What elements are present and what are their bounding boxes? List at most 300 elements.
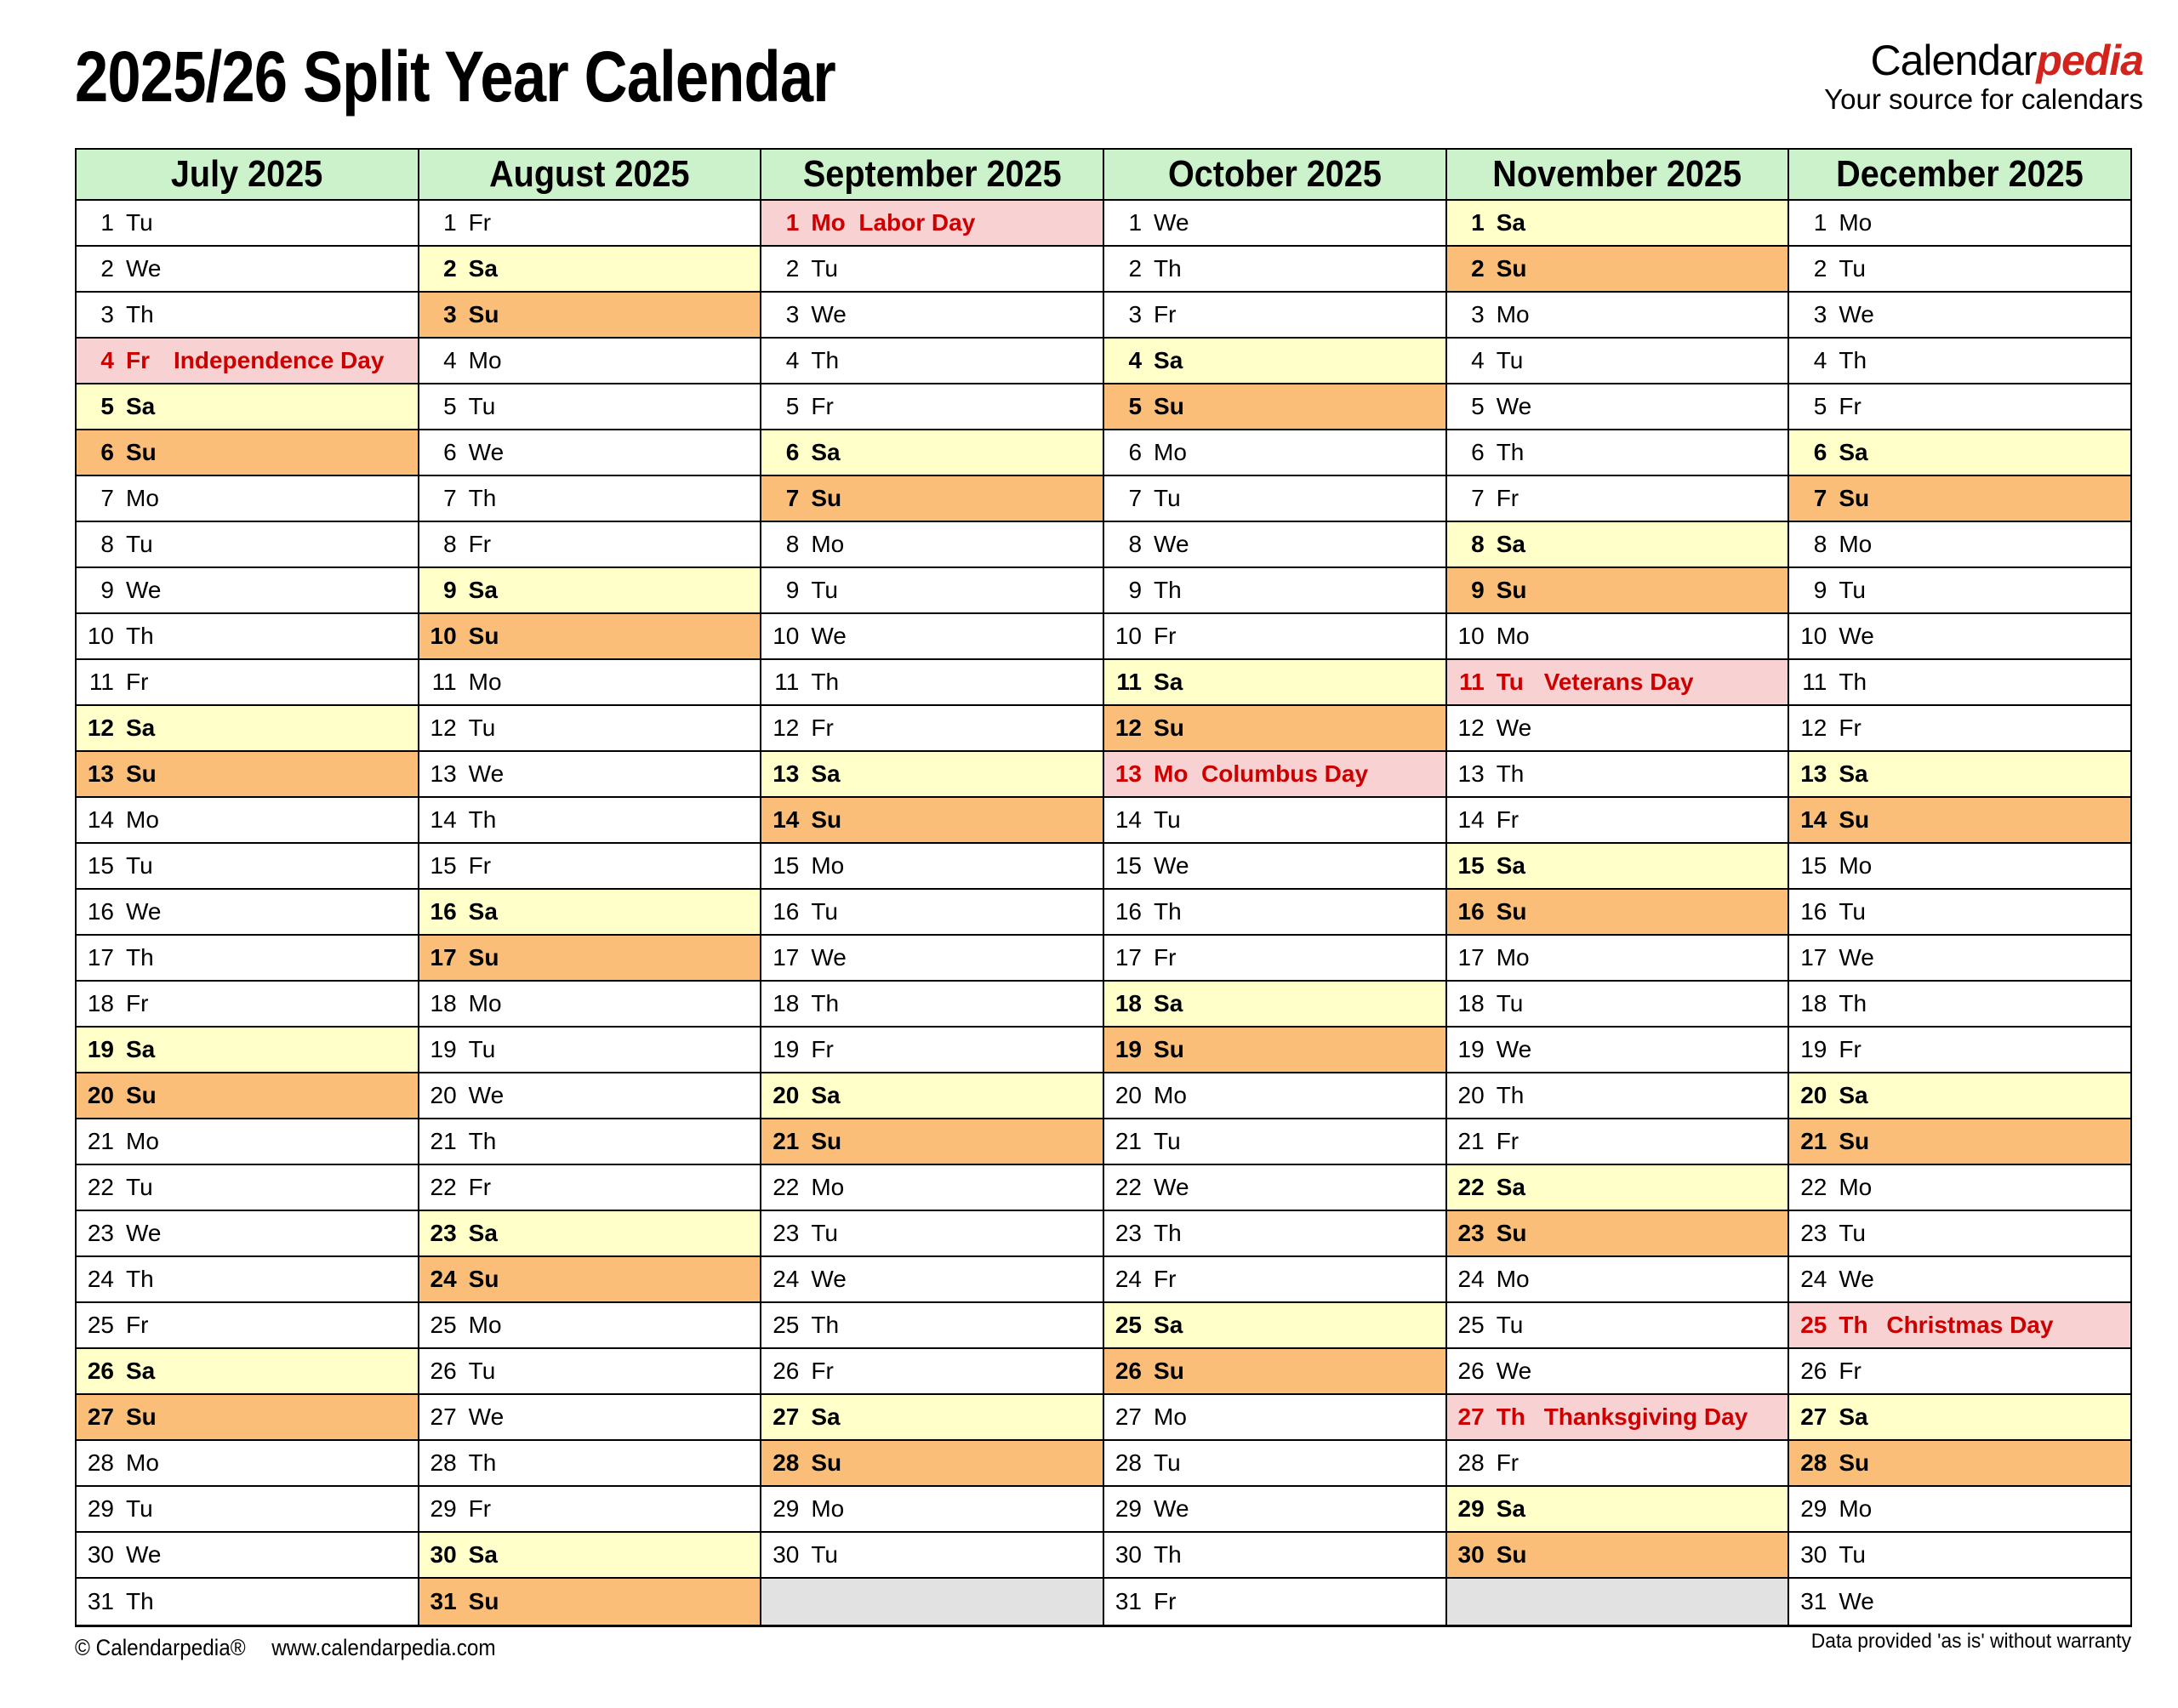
day-number: 30 bbox=[430, 1541, 457, 1568]
day-cell bbox=[1789, 339, 2130, 384]
weekday-abbreviation: Sa bbox=[468, 1220, 498, 1246]
month-header bbox=[77, 150, 418, 201]
month-header-label: September 2025 bbox=[802, 153, 1062, 195]
weekday-abbreviation: Fr bbox=[1154, 301, 1177, 327]
day-number: 22 bbox=[1800, 1174, 1827, 1200]
day-number: 26 bbox=[87, 1358, 114, 1384]
day-number: 8 bbox=[1813, 531, 1827, 557]
weekday-abbreviation: We bbox=[1496, 1036, 1532, 1062]
day-number: 24 bbox=[1800, 1266, 1827, 1292]
day-cell bbox=[1104, 844, 1445, 890]
weekday-abbreviation: Sa bbox=[468, 255, 498, 282]
weekday-abbreviation: Su bbox=[468, 1266, 499, 1292]
logo-text-calendar: Calendar bbox=[1870, 37, 2037, 84]
day-cell bbox=[77, 798, 418, 844]
day-cell bbox=[77, 293, 418, 339]
day-number: 11 bbox=[88, 669, 114, 695]
day-cell bbox=[1447, 844, 1788, 890]
day-number: 17 bbox=[87, 944, 114, 971]
day-cell bbox=[77, 982, 418, 1028]
day-cell bbox=[419, 430, 761, 476]
weekday-abbreviation: Th bbox=[811, 990, 840, 1016]
weekday-abbreviation: Tu bbox=[126, 209, 153, 236]
day-number: 10 bbox=[430, 623, 457, 649]
day-number: 6 bbox=[443, 439, 457, 465]
day-number: 8 bbox=[100, 531, 114, 557]
weekday-abbreviation: We bbox=[1496, 393, 1532, 419]
weekday-abbreviation: Sa bbox=[1496, 209, 1525, 236]
weekday-abbreviation: Mo bbox=[1154, 1403, 1187, 1430]
day-cell bbox=[761, 660, 1103, 706]
day-number: 28 bbox=[1115, 1449, 1143, 1476]
day-cell bbox=[419, 1349, 761, 1395]
weekday-abbreviation: Th bbox=[126, 1266, 154, 1292]
month-header-label: December 2025 bbox=[1836, 153, 2084, 195]
weekday-abbreviation: Th bbox=[811, 1312, 840, 1338]
day-cell bbox=[1447, 798, 1788, 844]
day-cell bbox=[1447, 1119, 1788, 1165]
day-number: 28 bbox=[87, 1449, 114, 1476]
day-cell bbox=[761, 384, 1103, 430]
day-cell bbox=[419, 1073, 761, 1119]
day-number: 16 bbox=[773, 898, 800, 925]
weekday-abbreviation: Sa bbox=[468, 898, 498, 925]
day-number: 9 bbox=[100, 577, 114, 603]
day-number: 5 bbox=[443, 393, 457, 419]
day-cell bbox=[1104, 1533, 1445, 1579]
day-cell bbox=[419, 201, 761, 247]
weekday-abbreviation: Mo bbox=[1839, 852, 1873, 879]
weekday-abbreviation: Th bbox=[1496, 760, 1525, 787]
weekday-abbreviation: Fr bbox=[811, 1358, 834, 1384]
weekday-abbreviation: Tu bbox=[1839, 1541, 1866, 1568]
weekday-abbreviation: Th bbox=[468, 485, 497, 511]
weekday-abbreviation: Mo bbox=[1496, 1266, 1530, 1292]
day-number: 19 bbox=[1457, 1036, 1485, 1062]
day-number: 21 bbox=[1457, 1128, 1485, 1154]
day-cell bbox=[1789, 293, 2130, 339]
weekday-abbreviation: Mo bbox=[1839, 531, 1873, 557]
day-number: 3 bbox=[100, 301, 114, 327]
day-number: 16 bbox=[430, 898, 457, 925]
day-number: 17 bbox=[1115, 944, 1143, 971]
day-number: 20 bbox=[1115, 1082, 1143, 1108]
day-number: 4 bbox=[443, 347, 457, 373]
day-cell bbox=[77, 1119, 418, 1165]
day-number: 2 bbox=[100, 255, 114, 282]
day-cell bbox=[77, 247, 418, 293]
weekday-abbreviation: Tu bbox=[1154, 1449, 1181, 1476]
weekday-abbreviation: We bbox=[468, 439, 505, 465]
day-number: 4 bbox=[1813, 347, 1827, 373]
weekday-abbreviation: Mo bbox=[468, 990, 502, 1016]
day-number: 29 bbox=[1800, 1495, 1827, 1522]
day-cell bbox=[1789, 798, 2130, 844]
day-cell bbox=[761, 1441, 1103, 1487]
weekday-abbreviation: Tu bbox=[468, 715, 496, 741]
day-cell bbox=[419, 798, 761, 844]
day-cell bbox=[1789, 614, 2130, 660]
weekday-abbreviation: Sa bbox=[126, 1036, 156, 1062]
day-number: 24 bbox=[430, 1266, 457, 1292]
day-cell bbox=[1789, 1257, 2130, 1303]
weekday-abbreviation: Sa bbox=[468, 577, 498, 603]
day-number: 11 bbox=[1116, 669, 1143, 695]
day-cell bbox=[419, 1441, 761, 1487]
weekday-abbreviation: Su bbox=[1839, 1128, 1870, 1154]
weekday-abbreviation: We bbox=[126, 1220, 162, 1246]
day-cell bbox=[1447, 936, 1788, 982]
day-number: 17 bbox=[1800, 944, 1827, 971]
weekday-abbreviation: Fr bbox=[811, 1036, 834, 1062]
empty-cell bbox=[1447, 1579, 1788, 1625]
day-cell bbox=[1104, 614, 1445, 660]
day-cell bbox=[1789, 982, 2130, 1028]
day-number: 3 bbox=[1471, 301, 1485, 327]
day-cell bbox=[419, 293, 761, 339]
day-number: 2 bbox=[1471, 255, 1485, 282]
weekday-abbreviation: Th bbox=[126, 1588, 154, 1614]
day-cell bbox=[1789, 1211, 2130, 1257]
day-cell bbox=[761, 1257, 1103, 1303]
day-cell bbox=[1447, 476, 1788, 522]
holiday-name: Thanksgiving Day bbox=[1543, 1403, 1748, 1430]
day-number: 11 bbox=[431, 669, 457, 695]
day-number: 15 bbox=[1800, 852, 1827, 879]
weekday-abbreviation: Sa bbox=[126, 715, 156, 741]
day-number: 12 bbox=[1115, 715, 1143, 741]
day-number: 26 bbox=[1457, 1358, 1485, 1384]
day-number: 15 bbox=[430, 852, 457, 879]
day-number: 19 bbox=[430, 1036, 457, 1062]
day-cell bbox=[419, 936, 761, 982]
weekday-abbreviation: Fr bbox=[1839, 1358, 1862, 1384]
day-cell bbox=[77, 1579, 418, 1625]
day-cell bbox=[1447, 614, 1788, 660]
day-cell bbox=[419, 1395, 761, 1441]
weekday-abbreviation: Th bbox=[126, 623, 154, 649]
day-cell bbox=[1447, 982, 1788, 1028]
day-cell bbox=[761, 1533, 1103, 1579]
day-number: 28 bbox=[1457, 1449, 1485, 1476]
weekday-abbreviation: We bbox=[1839, 301, 1874, 327]
day-number: 17 bbox=[1457, 944, 1485, 971]
day-cell bbox=[1789, 522, 2130, 568]
day-cell bbox=[1447, 522, 1788, 568]
day-number: 5 bbox=[785, 393, 800, 419]
weekday-abbreviation: Th bbox=[811, 347, 840, 373]
day-cell bbox=[1104, 522, 1445, 568]
day-number: 9 bbox=[1813, 577, 1827, 603]
day-number: 14 bbox=[87, 806, 114, 833]
weekday-abbreviation: Su bbox=[1154, 393, 1184, 419]
day-cell bbox=[1447, 339, 1788, 384]
weekday-abbreviation: Su bbox=[1154, 1036, 1184, 1062]
day-number: 31 bbox=[87, 1588, 114, 1614]
day-cell bbox=[1104, 1257, 1445, 1303]
day-number: 24 bbox=[1115, 1266, 1143, 1292]
day-cell bbox=[1104, 982, 1445, 1028]
weekday-abbreviation: Tu bbox=[811, 255, 838, 282]
day-number: 19 bbox=[773, 1036, 800, 1062]
day-number: 9 bbox=[443, 577, 457, 603]
weekday-abbreviation: Sa bbox=[1839, 1082, 1868, 1108]
day-number: 27 bbox=[1457, 1403, 1485, 1430]
weekday-abbreviation: Fr bbox=[1496, 1128, 1519, 1154]
day-cell bbox=[77, 1303, 418, 1349]
day-cell bbox=[1104, 339, 1445, 384]
weekday-abbreviation: Tu bbox=[811, 1541, 838, 1568]
weekday-abbreviation: Su bbox=[1496, 898, 1527, 925]
day-cell bbox=[761, 798, 1103, 844]
day-cell bbox=[1789, 752, 2130, 798]
day-number: 21 bbox=[773, 1128, 800, 1154]
day-number: 27 bbox=[773, 1403, 800, 1430]
day-number: 17 bbox=[773, 944, 800, 971]
weekday-abbreviation: Sa bbox=[1496, 852, 1525, 879]
day-number: 6 bbox=[1813, 439, 1827, 465]
month-column bbox=[1447, 150, 1790, 1625]
day-cell bbox=[77, 1028, 418, 1073]
weekday-abbreviation: Su bbox=[1839, 1449, 1870, 1476]
weekday-abbreviation: Tu bbox=[1496, 669, 1524, 695]
weekday-abbreviation: Th bbox=[126, 944, 154, 971]
weekday-abbreviation: Th bbox=[1839, 1312, 1868, 1338]
day-cell bbox=[1447, 1395, 1788, 1441]
day-cell bbox=[1447, 201, 1788, 247]
weekday-abbreviation: We bbox=[1154, 1174, 1189, 1200]
weekday-abbreviation: Fr bbox=[1496, 806, 1519, 833]
day-number: 24 bbox=[87, 1266, 114, 1292]
weekday-abbreviation: Fr bbox=[468, 209, 492, 236]
day-cell bbox=[419, 1303, 761, 1349]
day-cell bbox=[761, 1028, 1103, 1073]
day-cell bbox=[77, 890, 418, 936]
weekday-abbreviation: We bbox=[1496, 1358, 1532, 1384]
weekday-abbreviation: Mo bbox=[468, 669, 502, 695]
day-cell bbox=[1789, 1395, 2130, 1441]
day-number: 3 bbox=[1813, 301, 1827, 327]
day-cell bbox=[1104, 430, 1445, 476]
weekday-abbreviation: Th bbox=[126, 301, 154, 327]
day-number: 3 bbox=[1128, 301, 1143, 327]
weekday-abbreviation: Tu bbox=[1496, 990, 1524, 1016]
footer-url[interactable]: www.calendarpedia.com bbox=[271, 1635, 496, 1660]
weekday-abbreviation: Mo bbox=[811, 1495, 845, 1522]
day-number: 20 bbox=[1457, 1082, 1485, 1108]
day-number: 9 bbox=[785, 577, 800, 603]
weekday-abbreviation: Su bbox=[126, 1403, 157, 1430]
day-cell bbox=[761, 614, 1103, 660]
weekday-abbreviation: Fr bbox=[126, 990, 149, 1016]
day-cell bbox=[419, 247, 761, 293]
weekday-abbreviation: We bbox=[468, 1403, 505, 1430]
day-number: 26 bbox=[773, 1358, 800, 1384]
day-cell bbox=[419, 844, 761, 890]
day-number: 16 bbox=[1800, 898, 1827, 925]
weekday-abbreviation: Sa bbox=[1496, 1495, 1525, 1522]
day-cell bbox=[1447, 293, 1788, 339]
day-number: 30 bbox=[1115, 1541, 1143, 1568]
day-number: 25 bbox=[87, 1312, 114, 1338]
page-title: 2025/26 Split Year Calendar bbox=[75, 37, 835, 117]
day-number: 22 bbox=[1457, 1174, 1485, 1200]
day-number: 10 bbox=[1457, 623, 1485, 649]
day-number: 25 bbox=[1800, 1312, 1827, 1338]
weekday-abbreviation: Mo bbox=[1496, 944, 1530, 971]
day-number: 27 bbox=[87, 1403, 114, 1430]
day-number: 20 bbox=[773, 1082, 800, 1108]
day-cell bbox=[1789, 1073, 2130, 1119]
weekday-abbreviation: Tu bbox=[1154, 1128, 1181, 1154]
day-cell bbox=[761, 890, 1103, 936]
day-cell bbox=[1789, 660, 2130, 706]
weekday-abbreviation: Mo bbox=[811, 531, 845, 557]
day-number: 8 bbox=[443, 531, 457, 557]
month-header bbox=[761, 150, 1103, 201]
day-cell bbox=[1789, 1487, 2130, 1533]
weekday-abbreviation: Tu bbox=[811, 1220, 838, 1246]
weekday-abbreviation: Su bbox=[811, 1128, 842, 1154]
day-cell bbox=[1447, 1165, 1788, 1211]
day-number: 7 bbox=[785, 485, 800, 511]
day-number: 3 bbox=[443, 301, 457, 327]
weekday-abbreviation: Fr bbox=[468, 1495, 492, 1522]
day-cell bbox=[1447, 1028, 1788, 1073]
day-number: 31 bbox=[1115, 1588, 1143, 1614]
weekday-abbreviation: Tu bbox=[1839, 1220, 1866, 1246]
day-number: 16 bbox=[1457, 898, 1485, 925]
weekday-abbreviation: We bbox=[1839, 944, 1874, 971]
weekday-abbreviation: Su bbox=[468, 301, 499, 327]
holiday-name: Labor Day bbox=[858, 209, 976, 236]
day-number: 19 bbox=[1800, 1036, 1827, 1062]
day-number: 8 bbox=[1471, 531, 1485, 557]
day-cell bbox=[1447, 384, 1788, 430]
weekday-abbreviation: Sa bbox=[1839, 760, 1868, 787]
month-header bbox=[1104, 150, 1445, 201]
day-cell bbox=[419, 1165, 761, 1211]
weekday-abbreviation: Mo bbox=[811, 1174, 845, 1200]
weekday-abbreviation: Th bbox=[1154, 255, 1182, 282]
day-cell bbox=[77, 1073, 418, 1119]
weekday-abbreviation: Su bbox=[1839, 806, 1870, 833]
day-number: 12 bbox=[773, 715, 800, 741]
day-cell bbox=[761, 1073, 1103, 1119]
day-number: 4 bbox=[785, 347, 800, 373]
day-cell bbox=[1789, 384, 2130, 430]
day-number: 28 bbox=[430, 1449, 457, 1476]
weekday-abbreviation: We bbox=[1839, 1266, 1874, 1292]
day-cell bbox=[77, 568, 418, 614]
weekday-abbreviation: We bbox=[1496, 715, 1532, 741]
day-cell bbox=[761, 339, 1103, 384]
weekday-abbreviation: Fr bbox=[1839, 1036, 1862, 1062]
day-number: 2 bbox=[785, 255, 800, 282]
day-cell bbox=[77, 1165, 418, 1211]
day-cell bbox=[1789, 1349, 2130, 1395]
weekday-abbreviation: We bbox=[126, 1541, 162, 1568]
day-cell bbox=[1447, 247, 1788, 293]
day-number: 22 bbox=[773, 1174, 800, 1200]
weekday-abbreviation: Th bbox=[1839, 347, 1867, 373]
weekday-abbreviation: Fr bbox=[126, 1312, 149, 1338]
day-cell bbox=[1447, 706, 1788, 752]
day-cell bbox=[1447, 660, 1788, 706]
weekday-abbreviation: Th bbox=[468, 806, 497, 833]
weekday-abbreviation: Th bbox=[1154, 898, 1182, 925]
day-cell bbox=[761, 568, 1103, 614]
day-number: 30 bbox=[1457, 1541, 1485, 1568]
day-cell bbox=[761, 522, 1103, 568]
day-number: 19 bbox=[87, 1036, 114, 1062]
day-cell bbox=[1789, 476, 2130, 522]
day-number: 28 bbox=[773, 1449, 800, 1476]
day-cell bbox=[1447, 1441, 1788, 1487]
weekday-abbreviation: We bbox=[1154, 1495, 1189, 1522]
weekday-abbreviation: We bbox=[811, 301, 847, 327]
weekday-abbreviation: Sa bbox=[468, 1541, 498, 1568]
day-cell bbox=[1789, 430, 2130, 476]
weekday-abbreviation: Mo bbox=[1839, 1174, 1873, 1200]
day-cell bbox=[419, 1533, 761, 1579]
day-number: 14 bbox=[1800, 806, 1827, 833]
month-column bbox=[761, 150, 1104, 1625]
month-column bbox=[1104, 150, 1447, 1625]
day-cell bbox=[1104, 568, 1445, 614]
day-number: 6 bbox=[1471, 439, 1485, 465]
day-cell bbox=[1789, 936, 2130, 982]
day-number: 4 bbox=[100, 347, 114, 373]
day-number: 5 bbox=[1813, 393, 1827, 419]
day-number: 6 bbox=[1128, 439, 1143, 465]
weekday-abbreviation: Mo bbox=[811, 852, 845, 879]
weekday-abbreviation: Fr bbox=[1154, 1266, 1177, 1292]
weekday-abbreviation: Sa bbox=[1154, 990, 1183, 1016]
day-cell bbox=[761, 1165, 1103, 1211]
copyright-text: © Calendarpedia® bbox=[75, 1635, 246, 1660]
day-number: 27 bbox=[1800, 1403, 1827, 1430]
day-cell bbox=[1447, 568, 1788, 614]
day-number: 26 bbox=[1800, 1358, 1827, 1384]
month-header-label: October 2025 bbox=[1167, 153, 1382, 195]
weekday-abbreviation: Mo bbox=[1839, 209, 1873, 236]
day-number: 31 bbox=[430, 1588, 457, 1614]
day-cell bbox=[77, 384, 418, 430]
day-cell bbox=[1789, 201, 2130, 247]
day-number: 15 bbox=[1457, 852, 1485, 879]
weekday-abbreviation: We bbox=[811, 623, 847, 649]
holiday-name: Columbus Day bbox=[1201, 760, 1369, 787]
day-number: 1 bbox=[443, 209, 457, 236]
weekday-abbreviation: Sa bbox=[1839, 439, 1868, 465]
day-number: 13 bbox=[87, 760, 114, 787]
weekday-abbreviation: Sa bbox=[1154, 347, 1183, 373]
day-cell bbox=[77, 201, 418, 247]
day-number: 16 bbox=[1115, 898, 1143, 925]
weekday-abbreviation: Su bbox=[811, 485, 842, 511]
day-cell bbox=[1104, 384, 1445, 430]
day-cell bbox=[1789, 568, 2130, 614]
day-number: 23 bbox=[87, 1220, 114, 1246]
day-number: 14 bbox=[1457, 806, 1485, 833]
weekday-abbreviation: We bbox=[1154, 531, 1189, 557]
weekday-abbreviation: Sa bbox=[126, 1358, 156, 1384]
weekday-abbreviation: Fr bbox=[811, 393, 834, 419]
day-cell bbox=[77, 1441, 418, 1487]
day-cell bbox=[1789, 1533, 2130, 1579]
day-cell bbox=[1104, 1349, 1445, 1395]
